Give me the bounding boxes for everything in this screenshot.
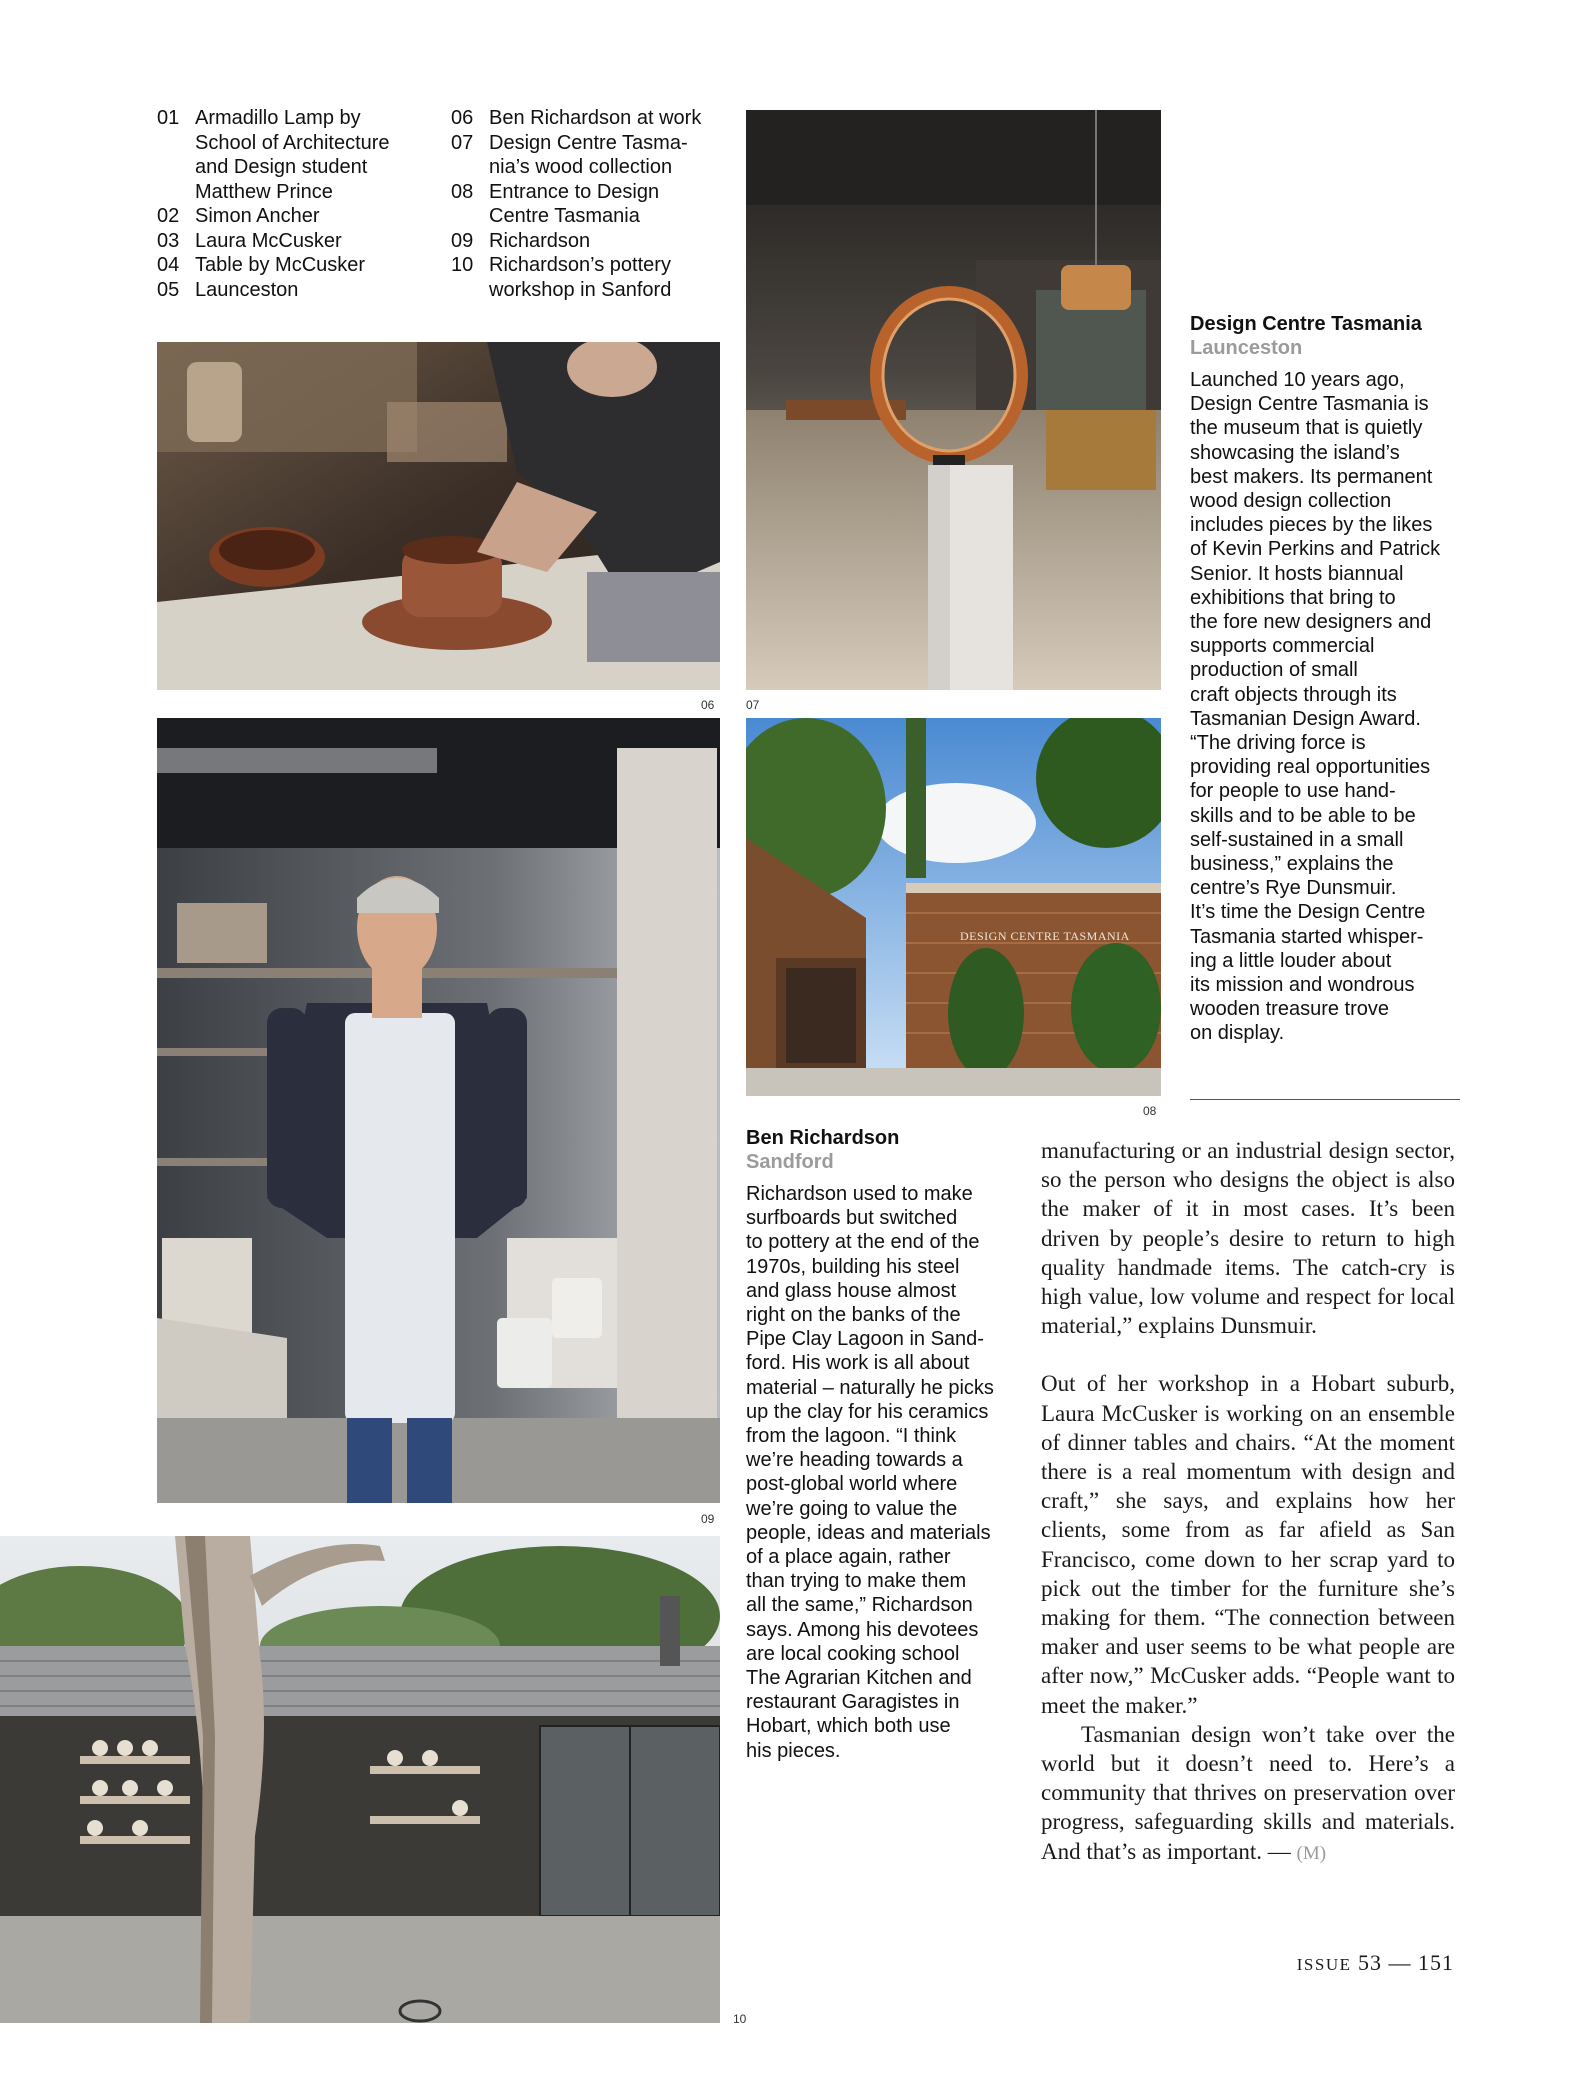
- caption-item: [157, 229, 427, 254]
- photo-10-pottery-workshop: [0, 1536, 720, 2023]
- photo-label-06: 06: [701, 698, 715, 712]
- folio-issue-number: 53: [1358, 1950, 1382, 1975]
- caption-number: 03: [157, 229, 180, 252]
- design-centre-body: Launched 10 years ago, Design Centre Tasmania is the museum that is quietly showcasing the island’s best makers. Its permanent wood design collection includes pieces by the likes of Kevin Perkins and Patrick Senior. It hosts biannual exhibitions that bring to the fore new designers and supports commercial production of small craft objects through its Tasmanian Design Award. “The driving force is providing real opportunities for people to use hand- skills and to be able to be self-sustained in a small business,” explains the centre’s Rye Dunsmuir. It’s time the Design Centre Tasmania started whisper- ing a little louder about its mission and wondrous wooden treasure trove on display.: [1190, 369, 1441, 1045]
- design-centre-sign-text: DESIGN CENTRE TASMANIA: [960, 929, 1130, 943]
- essay-paragraph-2: Out of her workshop in a Hobart suburb, Laura McCusker is working on an ensemble of dinner tables and chairs. “At the moment there is a real momentum with design and craft,” she says, and explains how her clients, some from as far afield as San Francisco, come down to her scrap yard to pick out the timber for the furniture she’s making for them. “The connection between maker and user seems to be what people are after now,” McCusker adds. “People want to meet the maker.”: [1041, 1371, 1455, 1718]
- caption-text: Armadillo Lamp by School of Architecture and Design student Matthew Prince: [195, 107, 390, 203]
- essay-column: [1041, 1136, 1455, 1868]
- photo-label-09: 09: [701, 1512, 715, 1526]
- caption-number: 06: [451, 107, 474, 129]
- caption-text: Launceston: [195, 278, 299, 301]
- essay-paragraph-3: [1041, 1720, 1455, 1868]
- caption-item: [157, 253, 427, 278]
- caption-text: Simon Ancher: [195, 205, 320, 227]
- caption-item: [451, 229, 741, 254]
- caption-number: 04: [157, 254, 180, 276]
- ben-richardson-title: Ben Richardson: [746, 1127, 900, 1149]
- caption-item: [451, 106, 741, 131]
- caption-number: 09: [451, 229, 474, 252]
- caption-text: Entrance to Design Centre Tasmania: [489, 180, 660, 227]
- ben-richardson-sidebar: [746, 1126, 1016, 1763]
- caption-item: [157, 106, 427, 204]
- caption-item: [451, 131, 741, 180]
- photo-06-potter-at-work: [157, 342, 720, 690]
- caption-list-left: [157, 106, 427, 302]
- end-mark: (M): [1296, 1842, 1327, 1864]
- caption-number: 07: [451, 131, 474, 154]
- caption-text: Ben Richardson at work: [489, 107, 702, 129]
- caption-item: [157, 278, 427, 303]
- caption-text: Richardson: [489, 229, 591, 252]
- caption-text: Design Centre Tasma- nia’s wood collection: [489, 131, 688, 178]
- folio: [1297, 1950, 1454, 1976]
- caption-list-right: [451, 106, 741, 302]
- essay-paragraph-1: manufacturing or an industrial design sector, so the person who designs the object is also the maker of it in most cases. It’s been driven by people’s desire to return to high quality handmade items. The catch-cry is high value, low volume and respect for local material,” explains Dunsmuir.: [1041, 1138, 1455, 1339]
- ben-richardson-location: Sandford: [746, 1151, 834, 1173]
- folio-issue-label: ISSUE: [1296, 1955, 1352, 1974]
- caption-item: [157, 204, 427, 229]
- photo-label-07: 07: [746, 698, 760, 712]
- caption-text: Laura McCusker: [195, 229, 342, 252]
- essay-paragraph-3-text: Tasmanian design won’t take over the world but it doesn’t need to. Here’s a community that thrives on preservation over progress, safeguarding skills and materials. And that’s as important. —: [1041, 1721, 1455, 1864]
- caption-number: 02: [157, 205, 180, 227]
- photo-09-richardson-portrait: [157, 718, 720, 1503]
- design-centre-location: Launceston: [1190, 337, 1303, 359]
- caption-text: Table by McCusker: [195, 254, 366, 276]
- photo-08-design-centre-entrance: [746, 718, 1161, 1096]
- caption-number: 10: [451, 254, 474, 276]
- ben-richardson-body: Richardson used to make surfboards but switched to pottery at the end of the 1970s, building his steel and glass house almost right on the banks of the Pipe Clay Lagoon in Sand- ford. His work is all about material – naturally he picks up the clay for his ceramics from the lagoon. “I think we’re heading towards a post-global world where we’re going to value the people, ideas and materials of a place again, rather than trying to make them all the same,” Richardson says. Among his devotees are local cooking school The Agrarian Kitchen and restaurant Garagistes in Hobart, which both use his pieces.: [746, 1183, 994, 1762]
- caption-number: 08: [451, 180, 474, 203]
- caption-number: 05: [157, 278, 180, 301]
- design-centre-title: Design Centre Tasmania: [1190, 313, 1422, 335]
- caption-text: Richardson’s pottery workshop in Sanford: [489, 254, 672, 301]
- photo-07-wood-collection: [746, 110, 1161, 690]
- photo-label-08: 08: [1143, 1104, 1157, 1118]
- photo-label-10: 10: [733, 2012, 747, 2026]
- caption-item: [451, 253, 741, 302]
- design-centre-sidebar: [1190, 312, 1460, 1046]
- caption-number: 01: [157, 107, 180, 129]
- folio-page-number: 151: [1418, 1950, 1454, 1975]
- sidebar-divider: [1190, 1099, 1460, 1100]
- caption-item: [451, 180, 741, 229]
- folio-separator: —: [1388, 1950, 1412, 1975]
